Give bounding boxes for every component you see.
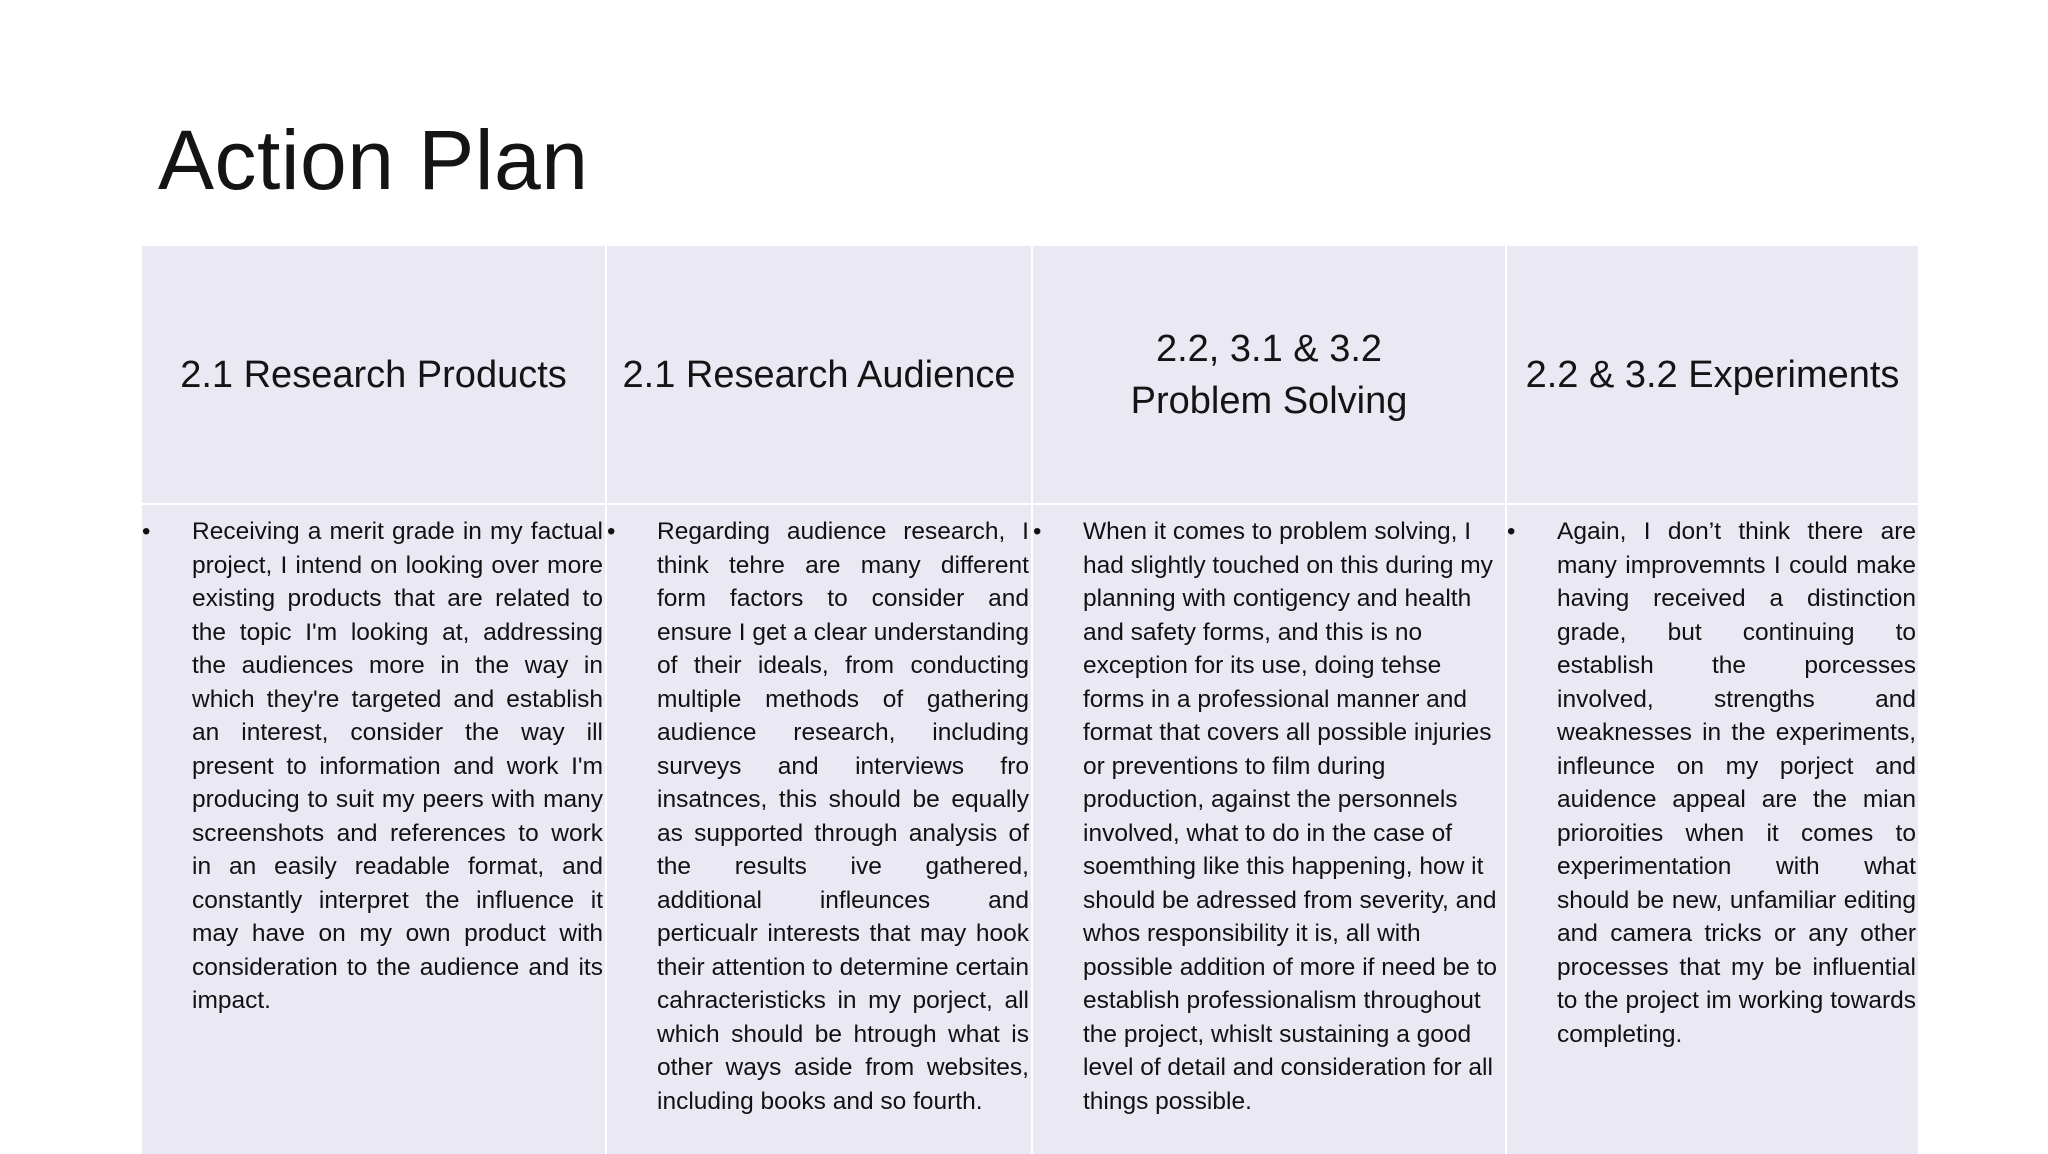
column-heading-experiments: 2.2 & 3.2 Experiments xyxy=(1506,246,1918,504)
bullet-marker: • xyxy=(1033,518,1042,545)
cell-research-audience xyxy=(606,504,1032,1154)
cell-text-experiments: Again, I don’t think there are many improvemnts I could make having received a distinction grade, but continuing to establish the porcesses involved, strengths and weaknesses in the experiments, infleunce on my porject and auidence appeal are the mian prioroities when it comes to experimentation with what should be new, unfamiliar editing and camera tricks or any other processes that my be influential to the project im working towards completing. xyxy=(1557,518,1916,1048)
bullet-marker: • xyxy=(607,518,616,545)
heading-line-1: 2.2, 3.1 & 3.2 xyxy=(1155,327,1383,370)
bullet-marker: • xyxy=(1507,518,1516,545)
column-heading-research-audience: 2.1 Research Audience xyxy=(606,246,1032,504)
table-header-row xyxy=(142,246,1918,504)
column-heading-problem-solving xyxy=(1032,246,1506,504)
cell-problem-solving xyxy=(1032,504,1506,1154)
cell-text-research-products: Receiving a merit grade in my factual project, I intend on looking over more existing products that are related to the topic I'm looking at, addressing the audiences more in the way in which they're targeted and establish an interest, consider the way ill present to information and work I'm producing to suit my peers with many screenshots and references to work in an easily readable format, and constantly interpret the influence it may have on my own product with consideration to the audience and its impact. xyxy=(192,518,603,1014)
slide-title: Action Plan xyxy=(158,113,589,207)
heading-line-2: Problem Solving xyxy=(1130,379,1408,422)
cell-text-problem-solving: When it comes to problem solving, I had slightly touched on this during my planning with contigency and health and safety forms, and this is no exception for its use, doing tehse forms in a professional manner and format that covers all possible injuries or preventions to film during production, against the personnels involved, what to do in the case of soemthing like this happening, how it should be adressed from severity, and whos responsibility it is, all with possible addition of more if need be to establish professionalism throughout the project, whislt sustaining a good level of detail and consideration for all things possible. xyxy=(1083,518,1498,1115)
table-body-row xyxy=(142,504,1918,1154)
cell-experiments xyxy=(1506,504,1918,1154)
cell-text-research-audience: Regarding audience research, I think tehre are many different form factors to consider and ensure I get a clear understanding of their ideals, from conducting multiple methods of gathering audience research, including surveys and interviews fro insatnces, this should be equally as supported through analysis of the results ive gathered, additional infleunces and perticualr interests that may hook their attention to determine certain cahracteristicks in my porject, all which should be htrough what is other ways aside from websites, including books and so fourth. xyxy=(657,518,1029,1115)
cell-research-products xyxy=(142,504,606,1154)
column-heading-research-products: 2.1 Research Products xyxy=(142,246,606,504)
action-plan-table xyxy=(142,246,1918,1154)
bullet-marker: • xyxy=(142,518,151,545)
